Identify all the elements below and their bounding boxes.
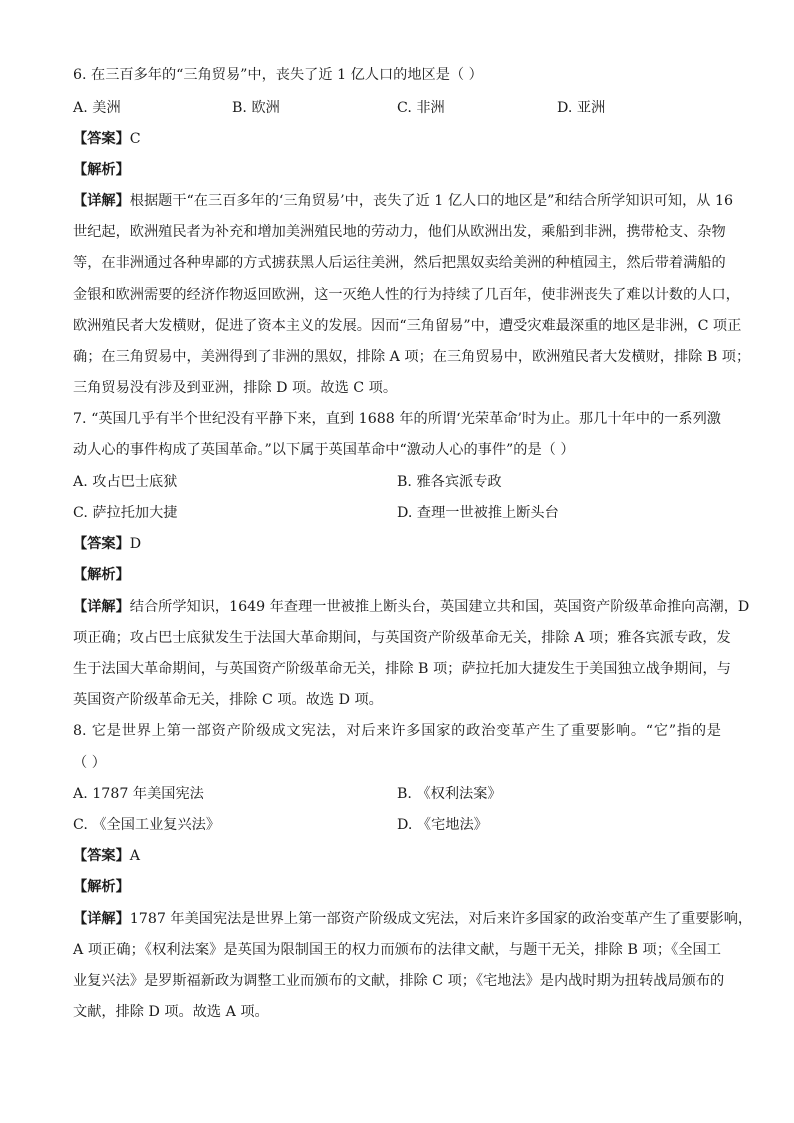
q8-detail-line-4: 文献，排除 D 项。故选 A 项。 [73,1004,269,1020]
q8-stem-line-1: 8. 它是世界上第一部资产阶级成文宪法，对后来许多国家的政治变革产生了重要影响。“它”指的是 [73,723,721,739]
q8-option-c: C. 《全国工业复兴法》 [73,817,221,833]
q6-detail-line-6: 确；在三角贸易中，美洲得到了非洲的黑奴，排除 A 项；在三角贸易中，欧洲殖民者大发横财，排除 B 项； [73,349,751,365]
q7-option-b: B. 雅各宾派专政 [397,474,502,490]
answer-tag: 【答案】 [73,131,130,147]
q7-option-c: C. 萨拉托加大捷 [73,505,178,521]
answer-tag: 【答案】 [73,848,130,864]
q6-detail-line-4: 金银和欧洲需要的经济作物返回欧洲，这一灭绝人性的行为持续了几百年，使非洲丧失了难以计数的人口， [73,287,740,303]
answer-value: A [129,848,141,864]
q7-stem-line-2: 动人心的事件构成了英国革命。”以下属于英国革命中“激动人心的事件”的是（ ） [73,442,575,458]
q7-option-a: A. 攻占巴士底狱 [73,474,178,490]
q7-stem-line-1: 7. “英国几乎有半个世纪没有平静下来，直到 1688 年的所谓‘光荣革命’时为止。那几十年中的一系列激 [73,411,721,427]
q6-option-a: A. 美洲 [73,100,121,116]
q8-option-d: D. 《宅地法》 [397,817,488,833]
q7-detail-line-4: 英国资产阶级革命无关，排除 C 项。故选 D 项。 [73,692,383,708]
q7-detail-line-1: 【详解】结合所学知识，1649 年查理一世被推上断头台，英国建立共和国，英国资产阶级革命推向高潮，D [73,599,750,615]
q6-analysis-label: 【解析】 [73,162,130,178]
q8-stem-line-2: （ ） [73,755,106,771]
q8-detail-line-1: 【详解】1787 年美国宪法是世界上第一部资产阶级成文宪法，对后来许多国家的政治变革产生了重要影响， [73,911,753,927]
q6-answer [73,129,141,149]
answer-tag: 【答案】 [73,536,130,552]
detail-tag: 【详解】 [73,599,130,615]
q8-detail-line-3: 业复兴法》是罗斯福新政为调整工业而颁布的文献，排除 C 项；《宅地法》是内战时期为扭转战局颁布的 [73,973,725,989]
detail-tag: 【详解】 [73,193,130,209]
q6-detail-line-7: 三角贸易没有涉及到亚洲，排除 D 项。故选 C 项。 [73,380,398,396]
detail-tag: 【详解】 [73,911,130,927]
q6-detail-line-3: 等，在非洲通过各种卑鄙的方式掳获黑人后运往美洲，然后把黑奴卖给美洲的种植园主，然后带着满船的 [73,255,726,271]
q8-analysis-label: 【解析】 [73,879,130,895]
q6-detail-line-5: 欧洲殖民者大发横财，促进了资本主义的发展。因而“三角留易”中，遭受灾难最深重的地区是非洲，C 项正 [73,318,742,334]
q6-option-d: D. 亚洲 [557,100,606,116]
q7-detail-line-3: 生于法国大革命期间，与英国资产阶级革命无关，排除 B 项；萨拉托加大捷发生于美国独立战争期间，与 [73,661,731,677]
q6-option-c: C. 非洲 [397,100,445,116]
q8-option-a: A. 1787 年美国宪法 [73,786,204,802]
q6-stem: 6. 在三百多年的“三角贸易”中，丧失了近 1 亿人口的地区是（ ） [73,67,483,83]
q6-detail-line-1: 【详解】根据题干“在三百多年的‘三角贸易’中，丧失了近 1 亿人口的地区是”和结合所学知识可知，从 16 [73,193,734,209]
q7-detail-line-2: 项正确；攻占巴士底狱发生于法国大革命期间，与英国资产阶级革命无关，排除 A 项；雅各宾派专政，发 [73,630,731,646]
q8-answer [73,846,140,866]
answer-value: D [129,536,142,552]
q7-answer [73,534,141,554]
q8-option-b: B. 《权利法案》 [397,786,502,802]
q6-detail-line-2: 世纪起，欧洲殖民者为补充和增加美洲殖民地的劳动力，他们从欧洲出发，乘船到非洲，携带枪支、杂物 [73,224,726,240]
q7-analysis-label: 【解析】 [73,567,130,583]
q6-option-b: B. 欧洲 [232,100,280,116]
q8-detail-line-2: A 项正确；《权利法案》是英国为限制国王的权力而颁布的法律文献，与题干无关，排除 B 项；《全国工 [73,942,721,958]
answer-value: C [129,131,141,147]
q7-option-d: D. 查理一世被推上断头台 [397,505,559,521]
